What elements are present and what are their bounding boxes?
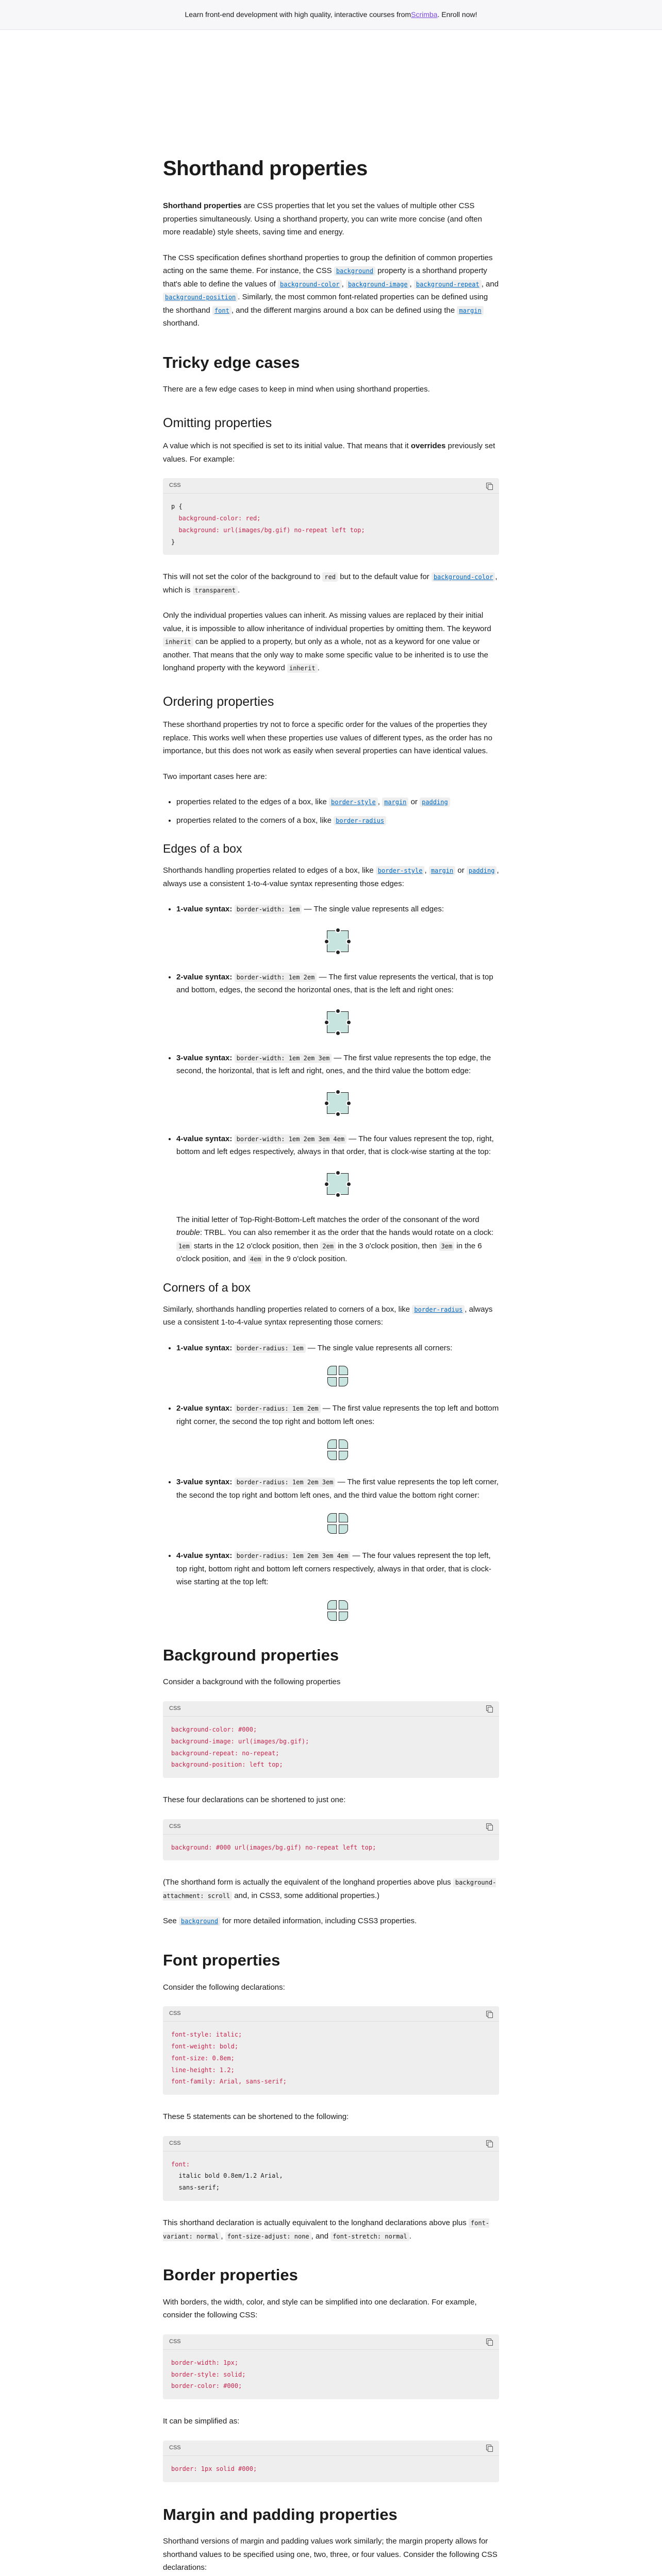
edge-2-value-diagram	[322, 1006, 354, 1038]
border-radius-link-2[interactable]: border-radius	[412, 1305, 465, 1314]
banner-text: Learn front-end development with high quality, interactive courses from	[185, 10, 411, 19]
heading-border-properties: Border properties	[163, 2266, 298, 2284]
code-content: p { background-color: red; background: url(images/bg.gif) no-repeat left top; }	[171, 503, 365, 546]
heading-margin-padding-properties: Margin and padding properties	[163, 2505, 398, 2523]
tricky-paragraph: There are a few edge cases to keep in mind when using shorthand properties.	[163, 385, 430, 394]
edges-paragraph: Shorthands handling properties related to edges of a box, like border-style , margin or padding , always use a consistent 1-to-4-value syntax representing those edges:	[163, 866, 499, 888]
code-language: CSS	[169, 2338, 181, 2345]
trbl-paragraph: The initial letter of Top-Right-Bottom-Left matches the order of the consonant of the word trouble: TRBL. You can also remember it as the order that the hands would rotate on a clock: 1em starts in the 12 o'clock position, then 2em in the 3 o'clock position, then 3em in the 6 o'clock position, and 4em in the 9 o'clock position.	[176, 1215, 494, 1264]
border-radius-link[interactable]: border-radius	[334, 816, 386, 825]
banner-text-end: . Enroll now!	[437, 10, 477, 19]
promo-banner	[0, 0, 662, 30]
copy-icon[interactable]	[486, 2444, 493, 2451]
copy-icon[interactable]	[486, 2338, 493, 2345]
margin-link-2[interactable]: margin	[382, 798, 408, 806]
background-link-2[interactable]: background	[179, 1917, 220, 1925]
code-block-omit	[163, 478, 499, 555]
corner-2-value-diagram	[325, 1437, 350, 1462]
background-repeat-link[interactable]: background-repeat	[414, 280, 482, 289]
page-title: Shorthand properties	[163, 157, 368, 180]
border-style-link[interactable]: border-style	[329, 798, 378, 806]
copy-icon[interactable]	[486, 1705, 493, 1712]
background-image-link[interactable]: background-image	[346, 280, 410, 289]
code-content: font-style: italic; font-weight: bold; font-size: 0.8em; line-height: 1.2; font-family: Arial, sans-serif;	[171, 2031, 287, 2086]
corner-1-value-diagram	[325, 1364, 350, 1388]
padding-link-2[interactable]: padding	[467, 866, 497, 875]
code-language: CSS	[169, 482, 181, 489]
background-color-link-2[interactable]: background-color	[432, 572, 495, 581]
copy-icon[interactable]	[486, 1823, 493, 1830]
margin-link-3[interactable]: margin	[429, 866, 455, 875]
heading-background-properties: Background properties	[163, 1646, 339, 1664]
code-block-background-long	[163, 1701, 499, 1778]
edge-1-value-diagram	[322, 925, 354, 957]
code-language: CSS	[169, 1823, 181, 1829]
code-content: border-width: 1px; border-style: solid; border-color: #000;	[171, 2359, 246, 2390]
heading-tricky-edge-cases: Tricky edge cases	[163, 353, 300, 371]
code-block-font-short	[163, 2136, 499, 2201]
code-block-border-long	[163, 2334, 499, 2399]
code-content: border: 1px solid #000;	[171, 2465, 257, 2472]
copy-icon[interactable]	[486, 2010, 493, 2018]
corner-4-value-diagram	[325, 1598, 350, 1623]
code-language: CSS	[169, 2010, 181, 2017]
font-paragraph: Consider the following declarations:	[163, 1982, 285, 1992]
edge-4-value-diagram	[322, 1168, 354, 1200]
border-style-link-2[interactable]: border-style	[376, 866, 425, 875]
list-item: • properties related to the edges of a box, like border-style , margin or padding	[176, 795, 499, 809]
copy-icon[interactable]	[486, 2140, 493, 2147]
heading-font-properties: Font properties	[163, 1951, 280, 1969]
heading-edges-of-a-box: Edges of a box	[163, 842, 242, 856]
background-paragraph-3: (The shorthand form is actually the equivalent of the longhand properties above plus background-attachment: scroll and, in CSS3, some additional properties.)	[163, 1878, 496, 1900]
background-paragraph-4: See background for more detailed information, including CSS3 properties.	[163, 1917, 417, 1926]
heading-corners-of-a-box: Corners of a box	[163, 1280, 251, 1294]
border-paragraph: With borders, the width, color, and style can be simplified into one declaration. For example, consider the following CSS:	[163, 2297, 477, 2320]
code-block-background-short	[163, 1819, 499, 1861]
edges-list	[163, 903, 499, 1266]
background-paragraph-2: These four declarations can be shortened to just one:	[163, 1795, 346, 1805]
background-color-link[interactable]: background-color	[278, 280, 342, 289]
list-item: • 1-value syntax: border-radius: 1em — The single value represents all corners:	[176, 1342, 499, 1389]
background-link[interactable]: background	[334, 266, 375, 275]
intro-paragraph-2: The CSS specification defines shorthand properties to group the definition of common properties acting on the same theme. For instance, the CSS background property is a shorthand property that's able to define the values of background-color , background-image , background-repeat , and background-position . Similarly, the most common font-related properties can be defined using the shorthand font , and the different margins around a box can be defined using the margin shorthand.	[163, 253, 499, 328]
heading-ordering-properties: Ordering properties	[163, 694, 274, 709]
list-item: • 4-value syntax: border-radius: 1em 2em 3em 4em — The four values represent the top left, top right, bottom right and bottom left corners respectively, always in that order, that is clock-wise starting at the top left:	[176, 1549, 499, 1623]
background-paragraph: Consider a background with the following properties	[163, 1677, 341, 1687]
list-item: • 2-value syntax: border-width: 1em 2em — The first value represents the vertical, that is top and bottom, edges, the second the horizontal ones, that is the left and right ones:	[176, 971, 499, 1038]
scrimba-link[interactable]: Scrimba	[411, 10, 438, 19]
code-content: background: #000 url(images/bg.gif) no-repeat left top;	[171, 1843, 376, 1851]
border-paragraph-2: It can be simplified as:	[163, 2417, 240, 2426]
article	[163, 30, 499, 2576]
background-position-link[interactable]: background-position	[163, 293, 238, 301]
list-item: • 3-value syntax: border-radius: 1em 2em 3em — The first value represents the top left corner, the second the top right and bottom left ones, and the third value the bottom right corner:	[176, 1476, 499, 1536]
padding-link[interactable]: padding	[420, 798, 450, 806]
font-paragraph-3: This shorthand declaration is actually equivalent to the longhand declarations above plus font-variant: normal , font-size-adjust: none , and font-stretch: normal .	[163, 2218, 490, 2241]
corner-3-value-diagram	[325, 1511, 350, 1536]
copy-icon[interactable]	[486, 482, 493, 489]
intro-paragraph-1: Shorthand properties are CSS properties that let you set the values of multiple other CSS properties simultaneously. Using a shorthand property, you can write more concise (and often more readable) style sheets, saving time and energy.	[163, 201, 482, 236]
corners-list	[163, 1342, 499, 1623]
code-language: CSS	[169, 1705, 181, 1712]
margin-paragraph: Shorthand versions of margin and padding values work similarly; the margin property allows for shorthand values to be specified using one, two, three, or four values. Consider the following CSS declarations:	[163, 2537, 498, 2572]
omit-paragraph: A value which is not specified is set to its initial value. That means that it overrides previously set values. For example:	[163, 442, 495, 464]
ordering-paragraph: These shorthand properties try not to force a specific order for the values of the properties they replace. This works well when these properties use values of different types, as the order has no importance, but this does not work as easily when several properties can have identical values.	[163, 720, 492, 756]
inherit-paragraph: Only the individual properties values can inherit. As missing values are replaced by their initial value, it is impossible to allow inheritance of individual properties by omitting them. The keyword inherit can be applied to a property, but only as a whole, not as a keyword for one value or another. That means that the only way to make some specific value to be inherited is to use the longhand property with the keyword inherit .	[163, 611, 491, 673]
heading-omitting-properties: Omitting properties	[163, 415, 272, 430]
font-paragraph-2: These 5 statements can be shortened to the following:	[163, 2112, 349, 2122]
list-item: • 1-value syntax: border-width: 1em — The single value represents all edges:	[176, 903, 499, 957]
code-language: CSS	[169, 2140, 181, 2146]
ordering-list	[163, 795, 499, 827]
code-block-border-short	[163, 2441, 499, 2482]
ordering-paragraph-2: Two important cases here are:	[163, 772, 267, 781]
code-language: CSS	[169, 2444, 181, 2451]
omit-after-paragraph: This will not set the color of the background to red but to the default value for background-color , which is transparent .	[163, 572, 498, 595]
edge-3-value-diagram	[322, 1087, 354, 1119]
list-item: • 2-value syntax: border-radius: 1em 2em — The first value represents the top left and bottom right corner, the second the top right and bottom left ones:	[176, 1402, 499, 1462]
code-block-font-long	[163, 2006, 499, 2095]
code-content: font: italic bold 0.8em/1.2 Arial, sans-serif;	[171, 2160, 283, 2192]
font-link[interactable]: font	[212, 306, 231, 315]
margin-link[interactable]: margin	[457, 306, 483, 315]
corners-paragraph: Similarly, shorthands handling properties related to corners of a box, like border-radius , always use a consistent 1-to-4-value syntax representing those corners:	[163, 1304, 493, 1327]
list-item: • 3-value syntax: border-width: 1em 2em 3em — The first value represents the top edge, the second, the horizontal, that is left and right, ones, and the third value the bottom edge:	[176, 1052, 499, 1119]
code-content: background-color: #000; background-image: url(images/bg.gif); background-repeat: no-repeat; background-position: left top;	[171, 1725, 309, 1769]
list-item: • 4-value syntax: border-width: 1em 2em 3em 4em — The four values represent the top, right, bottom and left edges respectively, always in that order, that is clock-wise starting at the top: The initial letter of Top-Right-Bottom-Left matches the order of the consonant of the word trouble: TRBL. You can also remember it as the order that the hands would rotate on a clock: 1em starts in the 12 o'clock position, then 2em in the 3 o'clock position, then 3em in the 6 o'clock position, and 4em in the 9 o'clock position.	[176, 1132, 499, 1266]
list-item: • properties related to the corners of a box, like border-radius	[176, 814, 499, 827]
